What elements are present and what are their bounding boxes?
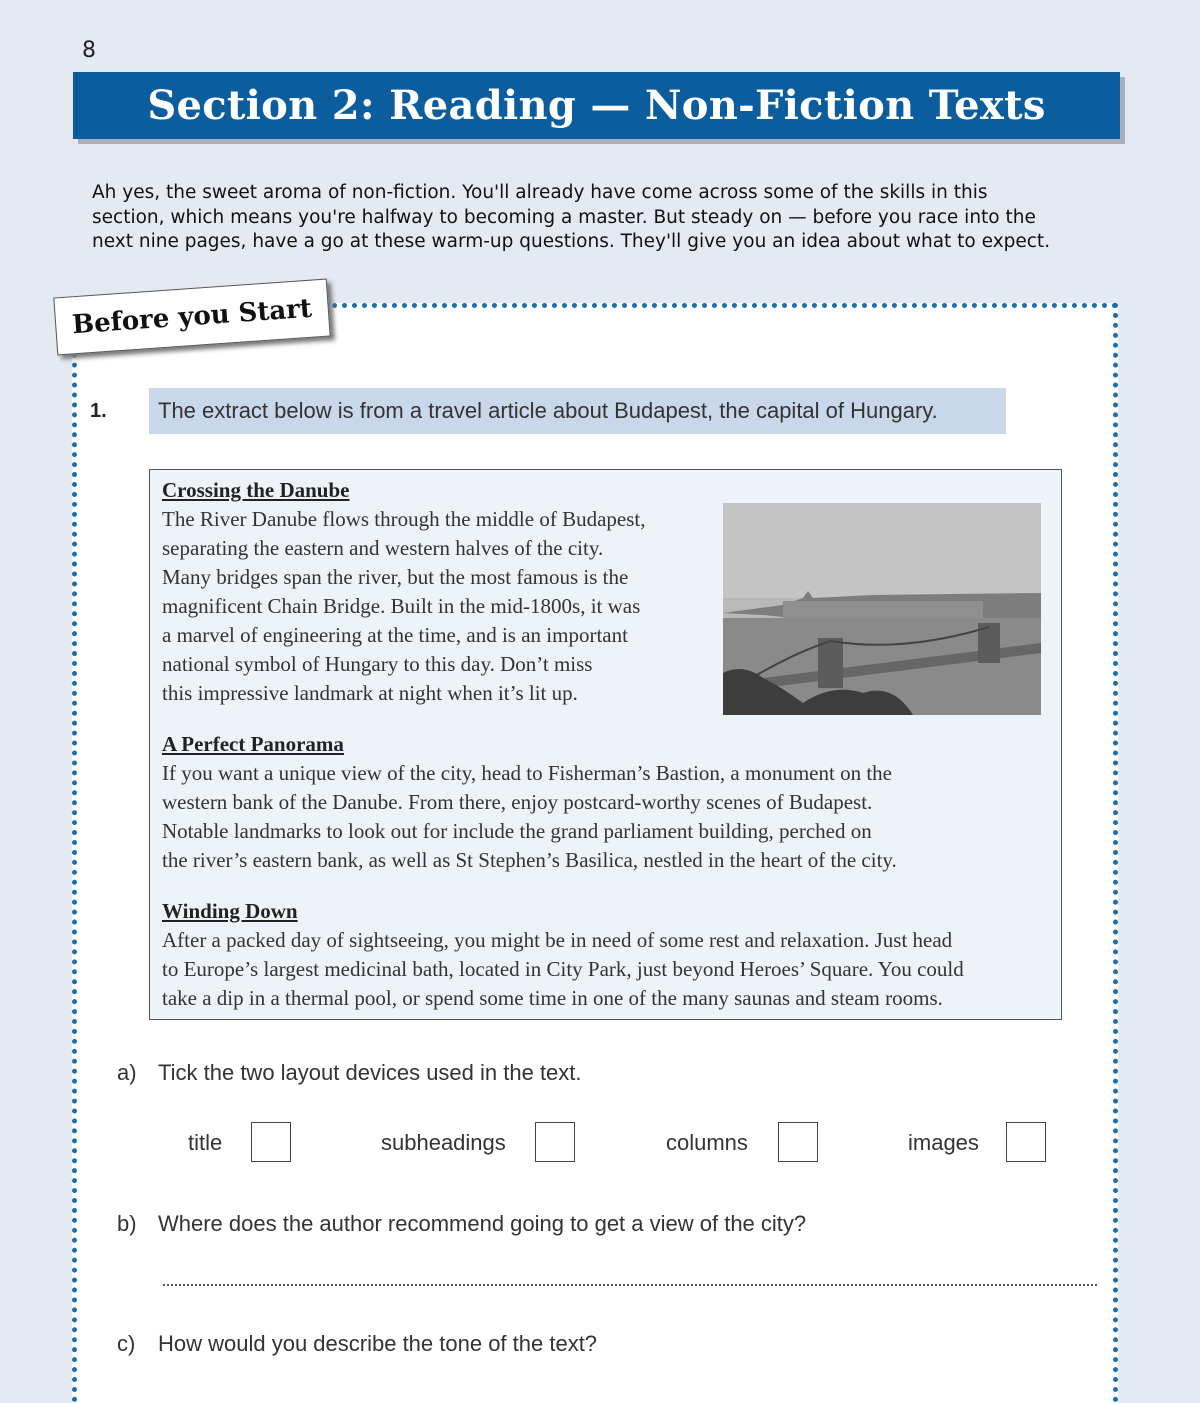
- intro-line: Ah yes, the sweet aroma of non-fiction. You'll already have come across some of the skills in this: [92, 182, 988, 203]
- checkbox-images[interactable]: [1006, 1122, 1046, 1162]
- paragraph: After a packed day of sightseeing, you might be in need of some rest and relaxation. Just head to Europe’s largest medicinal bath, located in City Park, just beyond Heroes’ Square. You could take a dip in a thermal pool, or spend some time in one of the many saunas and steam rooms.: [162, 928, 964, 1010]
- intro-line: next nine pages, have a go at these warm-up questions. They'll give you an idea about what to expect.: [92, 231, 1051, 252]
- question-b-letter: b): [117, 1211, 137, 1236]
- option-title-label: title: [188, 1130, 223, 1155]
- question-prompt: The extract below is from a travel article about Budapest, the capital of Hungary.: [149, 388, 1006, 434]
- question-number: 1.: [90, 400, 107, 422]
- checkbox-columns[interactable]: [778, 1122, 818, 1162]
- intro-line: section, which means you're halfway to becoming a master. But steady on — before you race into the: [92, 206, 1036, 228]
- section-title: Section 2: Reading — Non-Fiction Texts: [147, 82, 1046, 129]
- checkbox-title[interactable]: [251, 1122, 291, 1162]
- question-c-text: How would you describe the tone of the text?: [158, 1331, 598, 1356]
- paragraph: If you want a unique view of the city, head to Fisherman’s Bastion, a monument on the western bank of the Danube. From there, enjoy postcard-worthy scenes of Budapest. Notable landmarks to look out for include the grand parliament building, perched on the river’s eastern bank, as well as St Stephen’s Basilica, nestled in the heart of the city.: [162, 761, 897, 872]
- option-subheadings-label: subheadings: [381, 1130, 506, 1155]
- option-images-label: images: [908, 1130, 979, 1155]
- answer-line[interactable]: [163, 1284, 1097, 1286]
- page-number: 8: [82, 38, 96, 63]
- intro-text: [92, 181, 1092, 255]
- option-columns-label: columns: [666, 1130, 748, 1155]
- question-b-text: Where does the author recommend going to get a view of the city?: [158, 1211, 807, 1236]
- subheading: Winding Down: [162, 899, 298, 923]
- question-a-letter: a): [117, 1060, 137, 1085]
- subheading: A Perfect Panorama: [162, 732, 344, 756]
- subheading: Crossing the Danube: [162, 478, 350, 502]
- label-text: Before you Start: [71, 293, 313, 341]
- paragraph: The River Danube flows through the middle of Budapest, separating the eastern and western halves of the city. Many bridges span the river, but the most famous is the magnificent Chain Bridge. Built in the mid-1800s, it was a marvel of engineering at the time, and is an important national symbol of Hungary to this day. Don’t miss this impressive landmark at night when it’s lit up.: [162, 507, 646, 705]
- checkbox-subheadings[interactable]: [535, 1122, 575, 1162]
- section-title-bar: [73, 72, 1120, 139]
- chain-bridge-photo: [723, 503, 1041, 715]
- question-a-text: Tick the two layout devices used in the text.: [158, 1060, 582, 1085]
- question-c-letter: c): [117, 1331, 136, 1356]
